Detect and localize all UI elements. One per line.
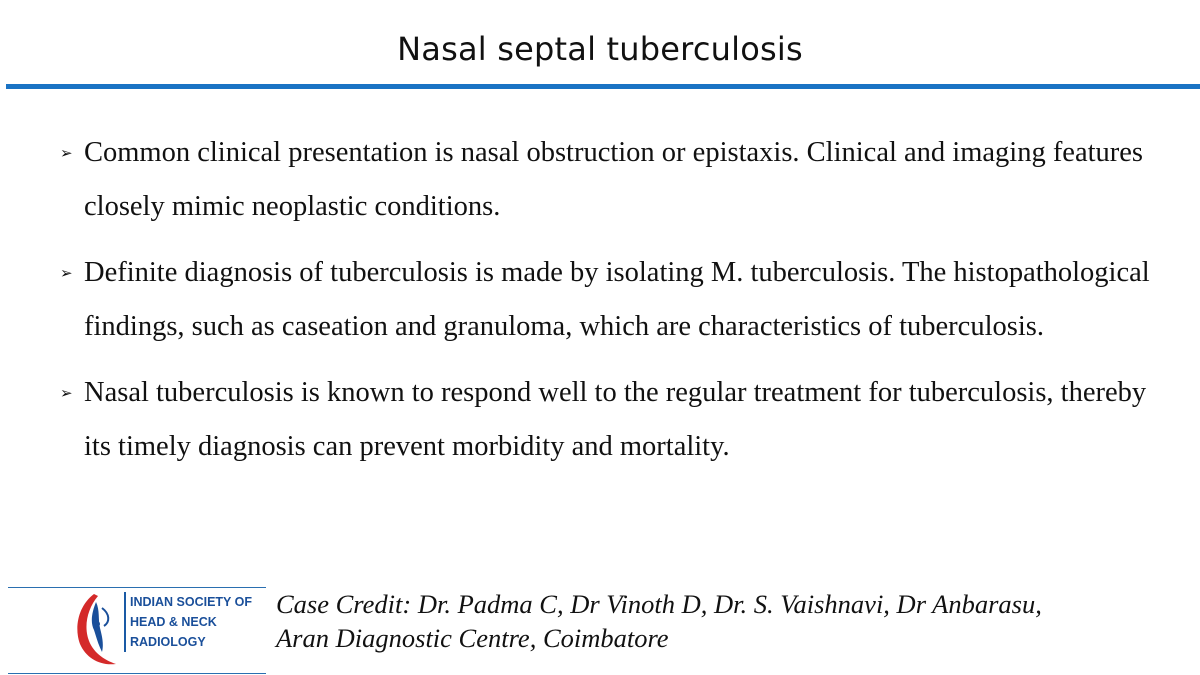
- title-divider: [6, 84, 1200, 89]
- bullet-text: Common clinical presentation is nasal obstruction or epistaxis. Clinical and imaging features closely mimic neoplastic conditions.: [84, 137, 1144, 222]
- bullet-text: Definite diagnosis of tuberculosis is made by isolating M. tuberculosis. The histopathological findings, such as caseation and granuloma, which are characteristics of tuberculosis.: [84, 257, 1150, 342]
- case-credit: [276, 587, 1176, 655]
- arrow-bullet-icon: ➢: [60, 264, 73, 282]
- slide-title: Nasal septal tuberculosis: [397, 30, 803, 68]
- society-name-line: INDIAN SOCIETY OF: [130, 595, 253, 609]
- bullet-item: [60, 366, 1170, 474]
- case-credit-authors: Case Credit: Dr. Padma C, Dr Vinoth D, Dr. S. Vaishnavi, Dr Anbarasu,: [276, 589, 1042, 619]
- society-name-line: RADIOLOGY: [130, 635, 206, 649]
- arrow-bullet-icon: ➢: [60, 384, 73, 402]
- bullet-text: Nasal tuberculosis is known to respond well to the regular treatment for tuberculosis, thereby its timely diagnosis can prevent morbidity and mortality.: [84, 377, 1147, 462]
- society-logo: [72, 588, 267, 672]
- case-credit-centre: Aran Diagnostic Centre, Coimbatore: [276, 623, 669, 653]
- arrow-bullet-icon: ➢: [60, 144, 73, 162]
- bullet-item: [60, 126, 1170, 234]
- society-name: [124, 592, 270, 652]
- society-emblem-icon: [72, 588, 124, 672]
- society-name-line: HEAD & NECK: [130, 615, 217, 629]
- bullet-list: [60, 126, 1170, 486]
- bullet-item: [60, 246, 1170, 354]
- footer-divider-bottom: [8, 673, 266, 674]
